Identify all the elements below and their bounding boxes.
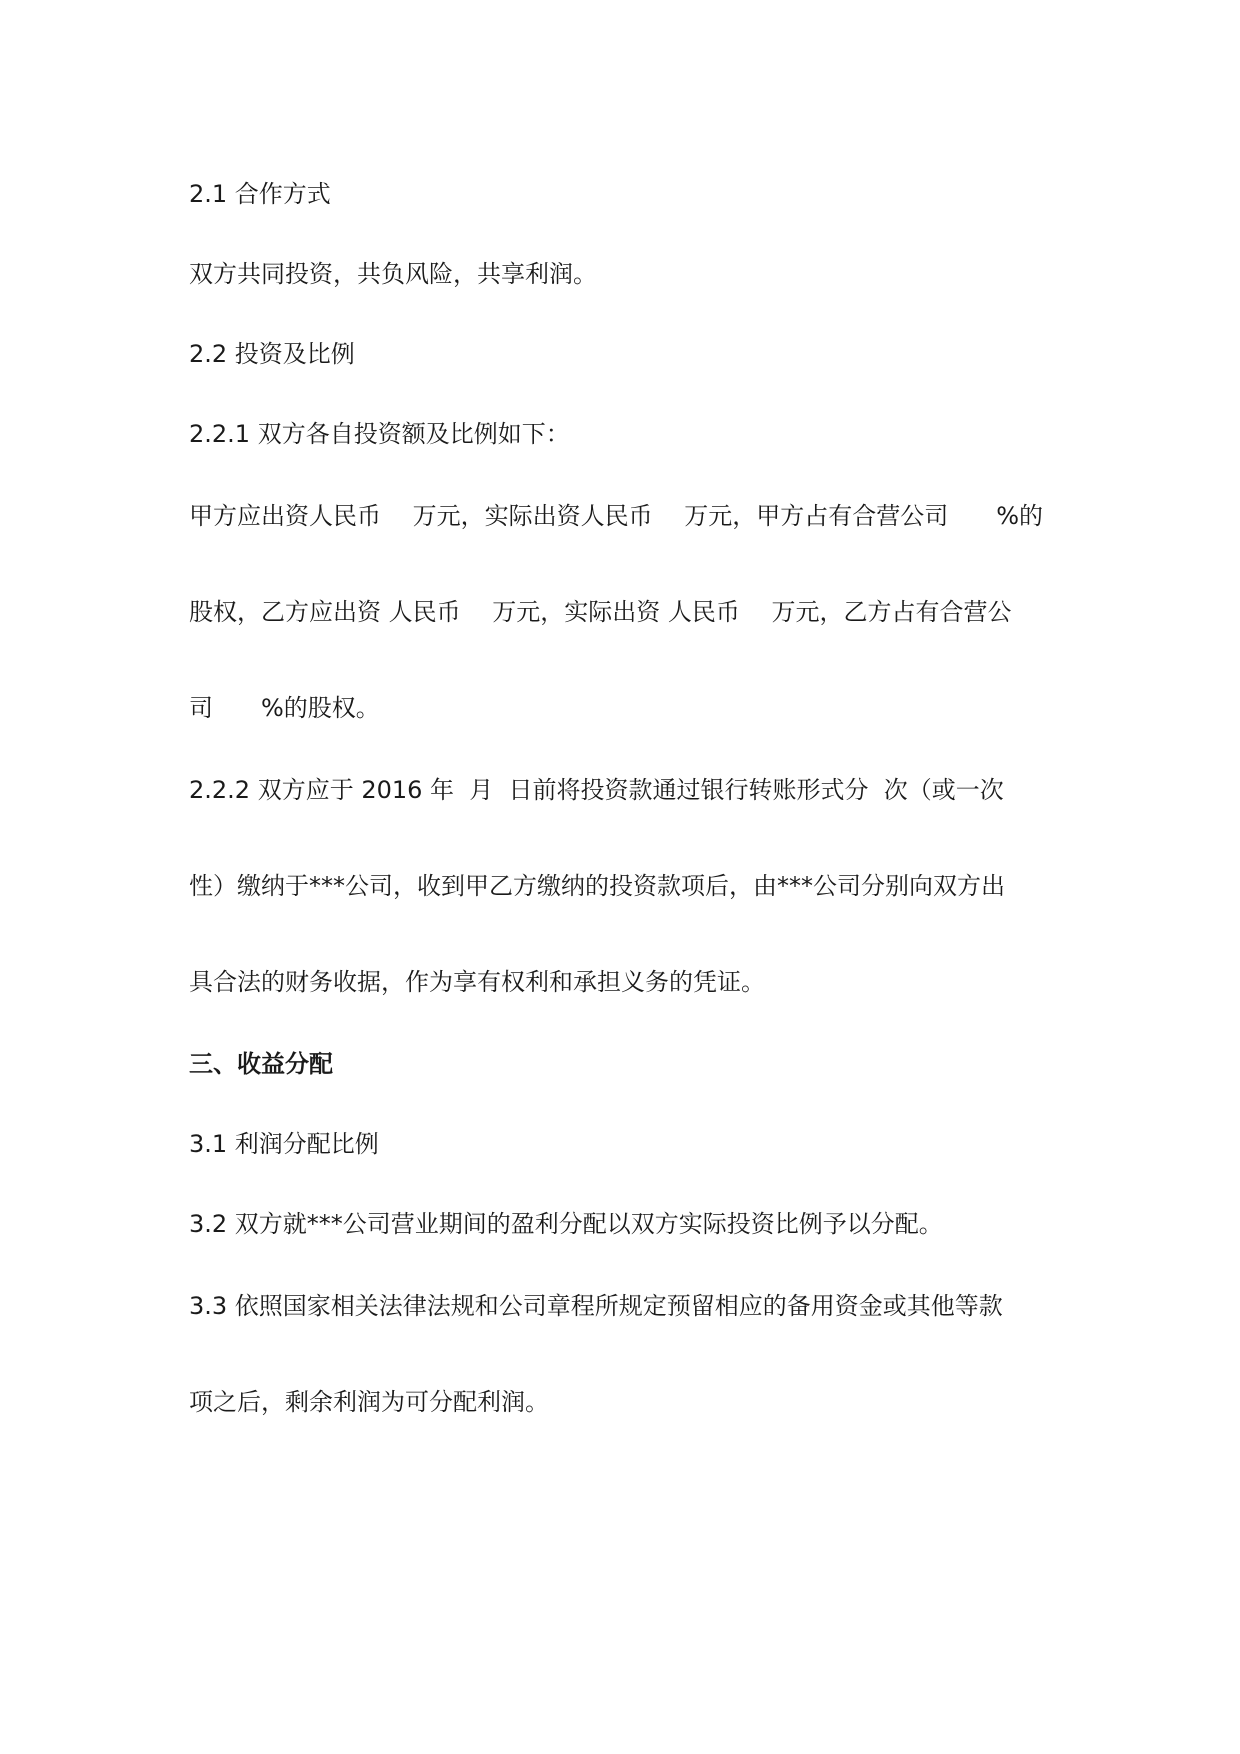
- paragraph-cooperation-mode: 双方共同投资，共负风险，共享利润。: [189, 260, 597, 288]
- payment-paragraph-line-2: 性）缴纳于***公司，收到甲乙方缴纳的投资款项后，由***公司分别向双方出: [189, 872, 1005, 900]
- investment-paragraph-line-2: 股权，乙方应出资 人民币 万元，实际出资 人民币 万元，乙方占有合营公: [189, 598, 1012, 626]
- investment-paragraph-line-3: 司 %的股权。: [189, 694, 380, 722]
- payment-paragraph-line-1: 2.2.2 双方应于 2016 年 月 日前将投资款通过银行转账形式分 次（或一次: [189, 776, 1004, 804]
- section-3-3-paragraph-line-2: 项之后，剩余利润为可分配利润。: [189, 1388, 549, 1416]
- section-2-2-heading: 2.2 投资及比例: [189, 340, 355, 368]
- section-3-3-paragraph-line-1: 3.3 依照国家相关法律法规和公司章程所规定预留相应的备用资金或其他等款: [189, 1292, 1003, 1320]
- section-2-2-1-heading: 2.2.1 双方各自投资额及比例如下：: [189, 420, 570, 448]
- section-3-heading: 三、收益分配: [189, 1050, 333, 1078]
- section-3-1-heading: 3.1 利润分配比例: [189, 1130, 379, 1158]
- investment-paragraph-line-1: 甲方应出资人民币 万元，实际出资人民币 万元，甲方占有合营公司 %的: [189, 502, 1044, 530]
- section-2-1-heading: 2.1 合作方式: [189, 180, 331, 208]
- section-3-2-paragraph: 3.2 双方就***公司营业期间的盈利分配以双方实际投资比例予以分配。: [189, 1210, 943, 1238]
- payment-paragraph-line-3: 具合法的财务收据，作为享有权利和承担义务的凭证。: [189, 968, 765, 996]
